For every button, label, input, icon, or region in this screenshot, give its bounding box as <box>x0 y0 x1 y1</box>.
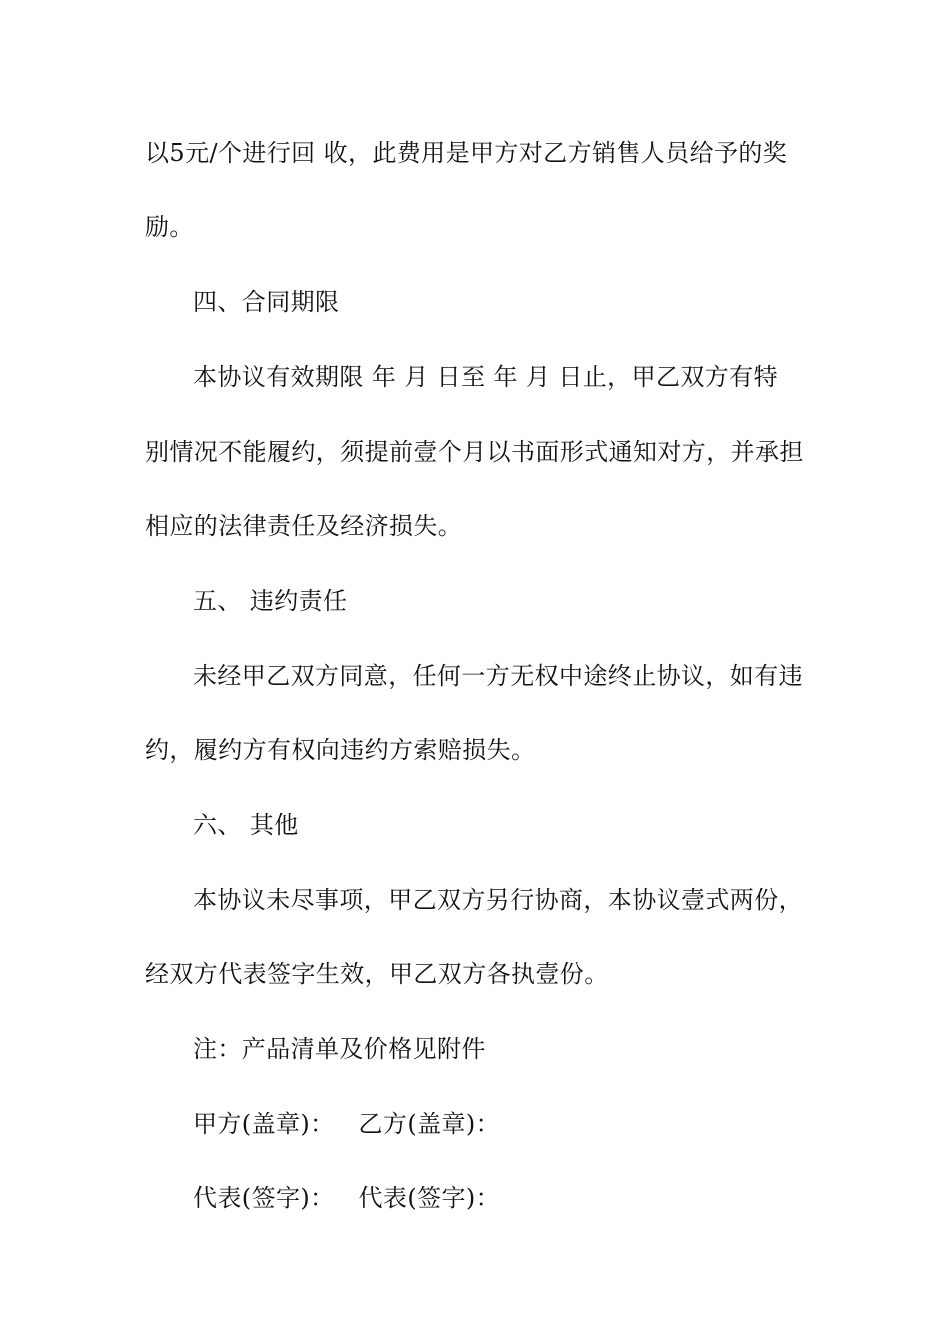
paragraph-line: 相应的法律责任及经济损失。 <box>145 512 463 540</box>
note-line: 注：产品清单及价格见附件 <box>193 1035 486 1063</box>
party-b-seal-label: 乙方(盖章)： <box>358 1110 501 1138</box>
party-a-seal-label: 甲方(盖章)： <box>193 1110 335 1138</box>
paragraph-line: 别情况不能履约，须提前壹个月以书面形式通知对方，并承担 <box>145 438 804 466</box>
signature-row-rep <box>193 1182 815 1214</box>
party-a-rep-label: 代表(签字)： <box>193 1184 335 1212</box>
section-heading-term: 四、合同期限 <box>193 288 340 316</box>
paragraph-line: 约，履约方有权向违约方索赔损失。 <box>145 736 536 764</box>
signature-row-seal <box>193 1108 815 1140</box>
section-heading-other: 六、 其他 <box>193 811 299 839</box>
paragraph-line: 经双方代表签字生效，甲乙双方各执壹份。 <box>145 960 609 988</box>
section-heading-breach: 五、 违约责任 <box>193 587 348 615</box>
paragraph-line: 未经甲乙双方同意，任何一方无权中途终止协议，如有违 <box>193 662 803 690</box>
paragraph-line: 励。 <box>145 213 194 241</box>
paragraph-line: 本协议未尽事项，甲乙双方另行协商，本协议壹式两份， <box>193 886 803 914</box>
paragraph-line: 本协议有效期限 年 月 日至 年 月 日止，甲乙双方有特 <box>193 363 778 391</box>
paragraph-line: 以5元/个进行回 收，此费用是甲方对乙方销售人员给予的奖 <box>145 139 788 167</box>
party-b-rep-label: 代表(签字)： <box>358 1184 501 1212</box>
